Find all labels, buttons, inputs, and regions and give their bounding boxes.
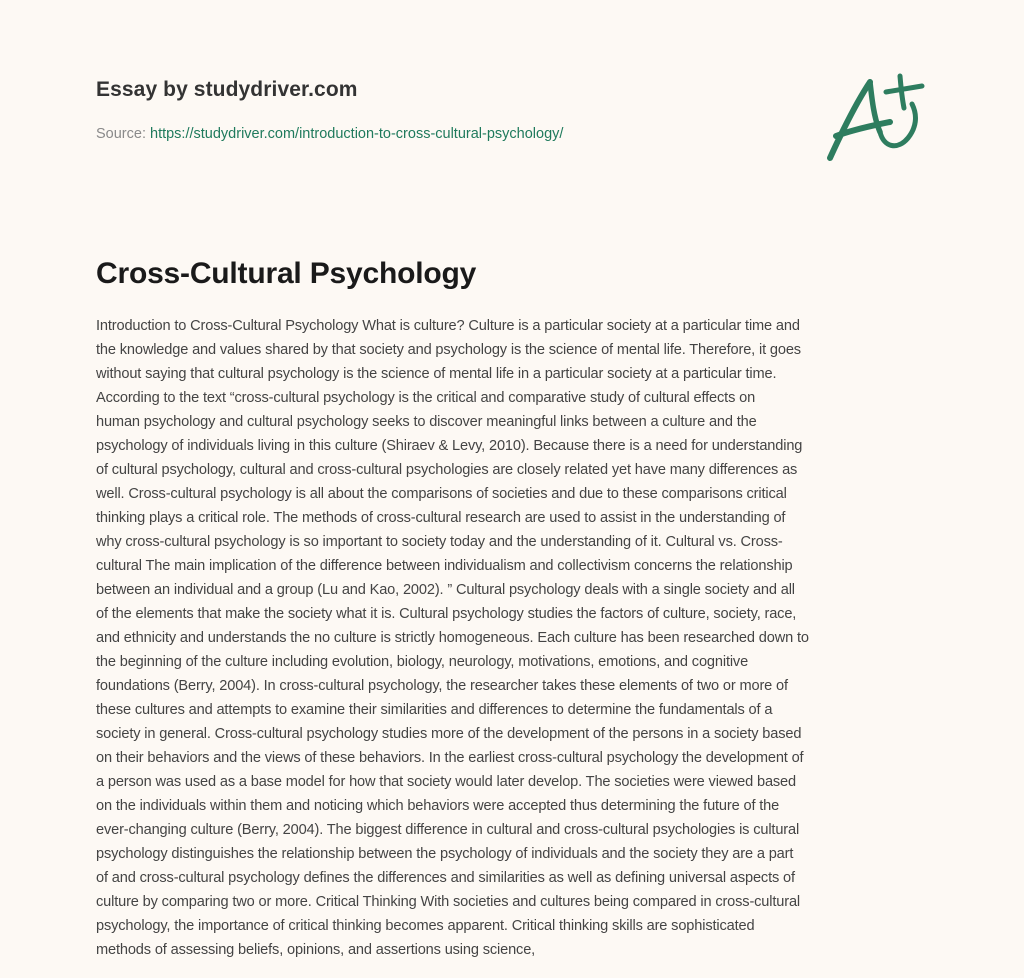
source-line [96, 124, 563, 144]
essay-line: ever-changing culture (Berry, 2004). The biggest difference in cultural and cross-cultural psychologies is cultural [96, 822, 800, 838]
essay-line: between an individual and a group (Lu and Kao, 2002). ” Cultural psychology deals with a single society and all [96, 582, 795, 598]
essay-line: of and cross-cultural psychology defines the differences and similarities as well as defining universal aspects of [96, 870, 795, 886]
a-plus-grade-icon [818, 66, 930, 166]
essay-line: Introduction to Cross-Cultural Psychology What is culture? Culture is a particular society at a particular time and [96, 318, 800, 334]
essay-line: methods of assessing beliefs, opinions, and assertions using science, [96, 942, 536, 958]
page-title: Cross-Cultural Psychology [96, 257, 477, 290]
source-link[interactable]: https://studydriver.com/introduction-to-cross-cultural-psychology/ [150, 126, 564, 142]
essay-line: these cultures and attempts to examine their similarities and differences to determine the fundamentals of a [96, 702, 773, 718]
essay-line: why cross-cultural psychology is so important to society today and the understanding of it. Cultural vs. Cross- [96, 534, 783, 550]
page-header [96, 76, 796, 142]
essay-line: of cultural psychology, cultural and cross-cultural psychologies are closely related yet have many differences as [96, 462, 798, 478]
essay-line: well. Cross-cultural psychology is all about the comparisons of societies and due to these comparisons critical [96, 486, 787, 502]
essay-line: a person was used as a base model for how that society would later develop. The societies were viewed based [96, 774, 796, 790]
essay-line: of the elements that make the society what it is. Cultural psychology studies the factors of culture, society, race, [96, 606, 797, 622]
site-title: Essay by studydriver.com [96, 78, 358, 101]
essay-line: on their behaviors and the views of these behaviors. In the earliest cross-cultural psychology the development of [96, 750, 804, 766]
essay-line: without saying that cultural psychology is the science of mental life in a particular society at a particular time. [96, 366, 777, 382]
essay-line: foundations (Berry, 2004). In cross-cultural psychology, the researcher takes these elements of two or more of [96, 678, 788, 694]
essay-line: culture by comparing two or more. Critical Thinking With societies and cultures being compared in cross-cultural [96, 894, 801, 910]
essay-line: on the individuals within them and noticing which behaviors were accepted thus determining the future of the [96, 798, 780, 814]
essay-line: the beginning of the culture including evolution, biology, neurology, motivations, emotions, and cognitive [96, 654, 749, 670]
essay-line: psychology of individuals living in this culture (Shiraev & Levy, 2010). Because there is a need for understanding [96, 438, 803, 454]
essay-line: human psychology and cultural psychology seeks to discover meaningful links between a culture and the [96, 414, 757, 430]
essay-line: society in general. Cross-cultural psychology studies more of the development of the persons in a society based [96, 726, 802, 742]
essay-line: the knowledge and values shared by that society and psychology is the science of mental life. Therefore, it goes [96, 342, 801, 358]
essay-body [96, 314, 936, 962]
essay-line: According to the text “cross-cultural psychology is the critical and comparative study of cultural effects on [96, 390, 756, 406]
essay-line: and ethnicity and understands the no culture is strictly homogeneous. Each culture has been researched down to [96, 630, 809, 646]
essay-line: psychology, the importance of critical thinking becomes apparent. Critical thinking skills are sophisticated [96, 918, 755, 934]
essay-line: thinking plays a critical role. The methods of cross-cultural research are used to assist in the understanding of [96, 510, 786, 526]
source-label: Source: [96, 126, 150, 142]
essay-line: cultural The main implication of the difference between individualism and collectivism concerns the relationship [96, 558, 793, 574]
essay-line: psychology distinguishes the relationship between the psychology of individuals and the society they are a part [96, 846, 794, 862]
